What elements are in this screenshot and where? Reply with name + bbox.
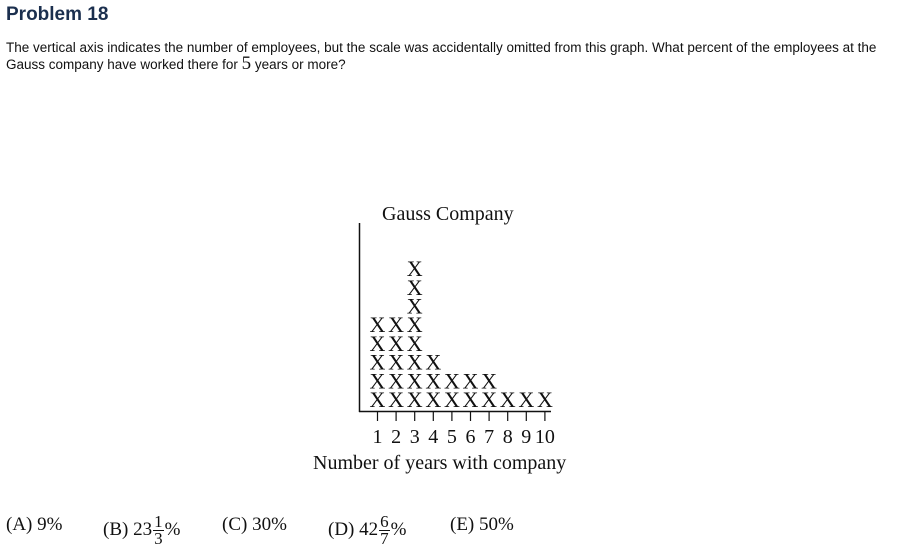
answer-choice-c[interactable]: [222, 514, 287, 536]
x-tick-label: 3: [409, 426, 420, 448]
choice-letter: (A): [6, 514, 33, 535]
data-mark-x: X: [481, 368, 498, 394]
data-mark-x: X: [388, 387, 405, 412]
problem-text-after: years or more?: [251, 57, 346, 72]
choice-value: 9%: [37, 514, 63, 535]
choice-suffix: %: [390, 518, 407, 540]
choice-letter: (E): [450, 514, 475, 535]
choice-value: 23: [133, 518, 153, 540]
data-mark-x: X: [406, 387, 423, 412]
data-mark-x: X: [536, 387, 553, 412]
x-tick-label: 8: [502, 426, 513, 448]
data-mark-x: X: [462, 387, 479, 412]
fraction-denominator: 3: [154, 529, 163, 548]
data-mark-x: X: [369, 349, 386, 375]
choice-value: 50%: [479, 514, 514, 535]
choice-value: 42: [359, 518, 379, 540]
fraction-numerator: 1: [154, 512, 163, 531]
data-mark-x: X: [369, 368, 386, 394]
problem-title: Problem 18: [6, 4, 109, 25]
answer-choice-b[interactable]: [103, 514, 180, 547]
data-mark-x: X: [369, 330, 386, 356]
data-mark-x: X: [425, 368, 442, 394]
problem-number: 5: [241, 53, 252, 74]
choice-fraction: [379, 514, 390, 547]
answer-choice-d[interactable]: [328, 514, 406, 547]
choice-fraction: [153, 514, 164, 547]
x-tick-label: 9: [521, 426, 532, 448]
problem-text-before: The vertical axis indicates the number of employees, but the scale was accidentally omitted from this graph. What percent of the employees at the Gauss company have worked there for: [6, 40, 877, 72]
x-tick-label: 7: [484, 426, 495, 448]
choice-letter: (D): [328, 518, 355, 540]
choice-suffix: %: [164, 518, 181, 540]
answer-choices: [6, 504, 886, 552]
data-mark-x: X: [425, 349, 442, 375]
data-mark-x: X: [425, 387, 442, 412]
data-mark-x: X: [369, 387, 386, 412]
data-mark-x: X: [499, 387, 516, 412]
chart-title: Gauss Company: [382, 203, 514, 225]
data-mark-x: X: [443, 387, 460, 412]
data-mark-x: X: [481, 387, 498, 412]
data-mark-x: X: [462, 368, 479, 394]
data-mark-x: X: [443, 368, 460, 394]
data-mark-x: X: [388, 330, 405, 356]
data-mark-x: X: [388, 312, 405, 338]
data-mark-x: X: [406, 312, 423, 338]
data-mark-x: X: [406, 256, 423, 282]
choice-letter: (C): [222, 514, 248, 535]
answer-choice-a[interactable]: [6, 514, 62, 536]
data-mark-x: X: [369, 312, 386, 338]
fraction-denominator: 7: [380, 529, 389, 548]
x-tick-label: 1: [372, 426, 383, 448]
x-tick-label: 4: [428, 426, 439, 448]
data-mark-x: X: [406, 293, 423, 319]
x-tick-label: 10: [534, 426, 555, 448]
data-mark-x: X: [406, 349, 423, 375]
x-tick-label: 2: [391, 426, 402, 448]
data-mark-x: X: [406, 274, 423, 300]
data-mark-x: X: [406, 368, 423, 394]
choice-value: 30%: [252, 514, 287, 535]
fraction-numerator: 6: [380, 512, 389, 531]
x-tick-label: 6: [465, 426, 476, 448]
data-mark-x: X: [388, 368, 405, 394]
x-axis-label: Number of years with company: [313, 452, 567, 474]
data-mark-x: X: [518, 387, 535, 412]
choice-letter: (B): [103, 518, 129, 540]
data-mark-x: X: [406, 330, 423, 356]
data-mark-x: X: [388, 349, 405, 375]
answer-choice-e[interactable]: [450, 514, 514, 536]
x-tick-label: 5: [446, 426, 457, 448]
